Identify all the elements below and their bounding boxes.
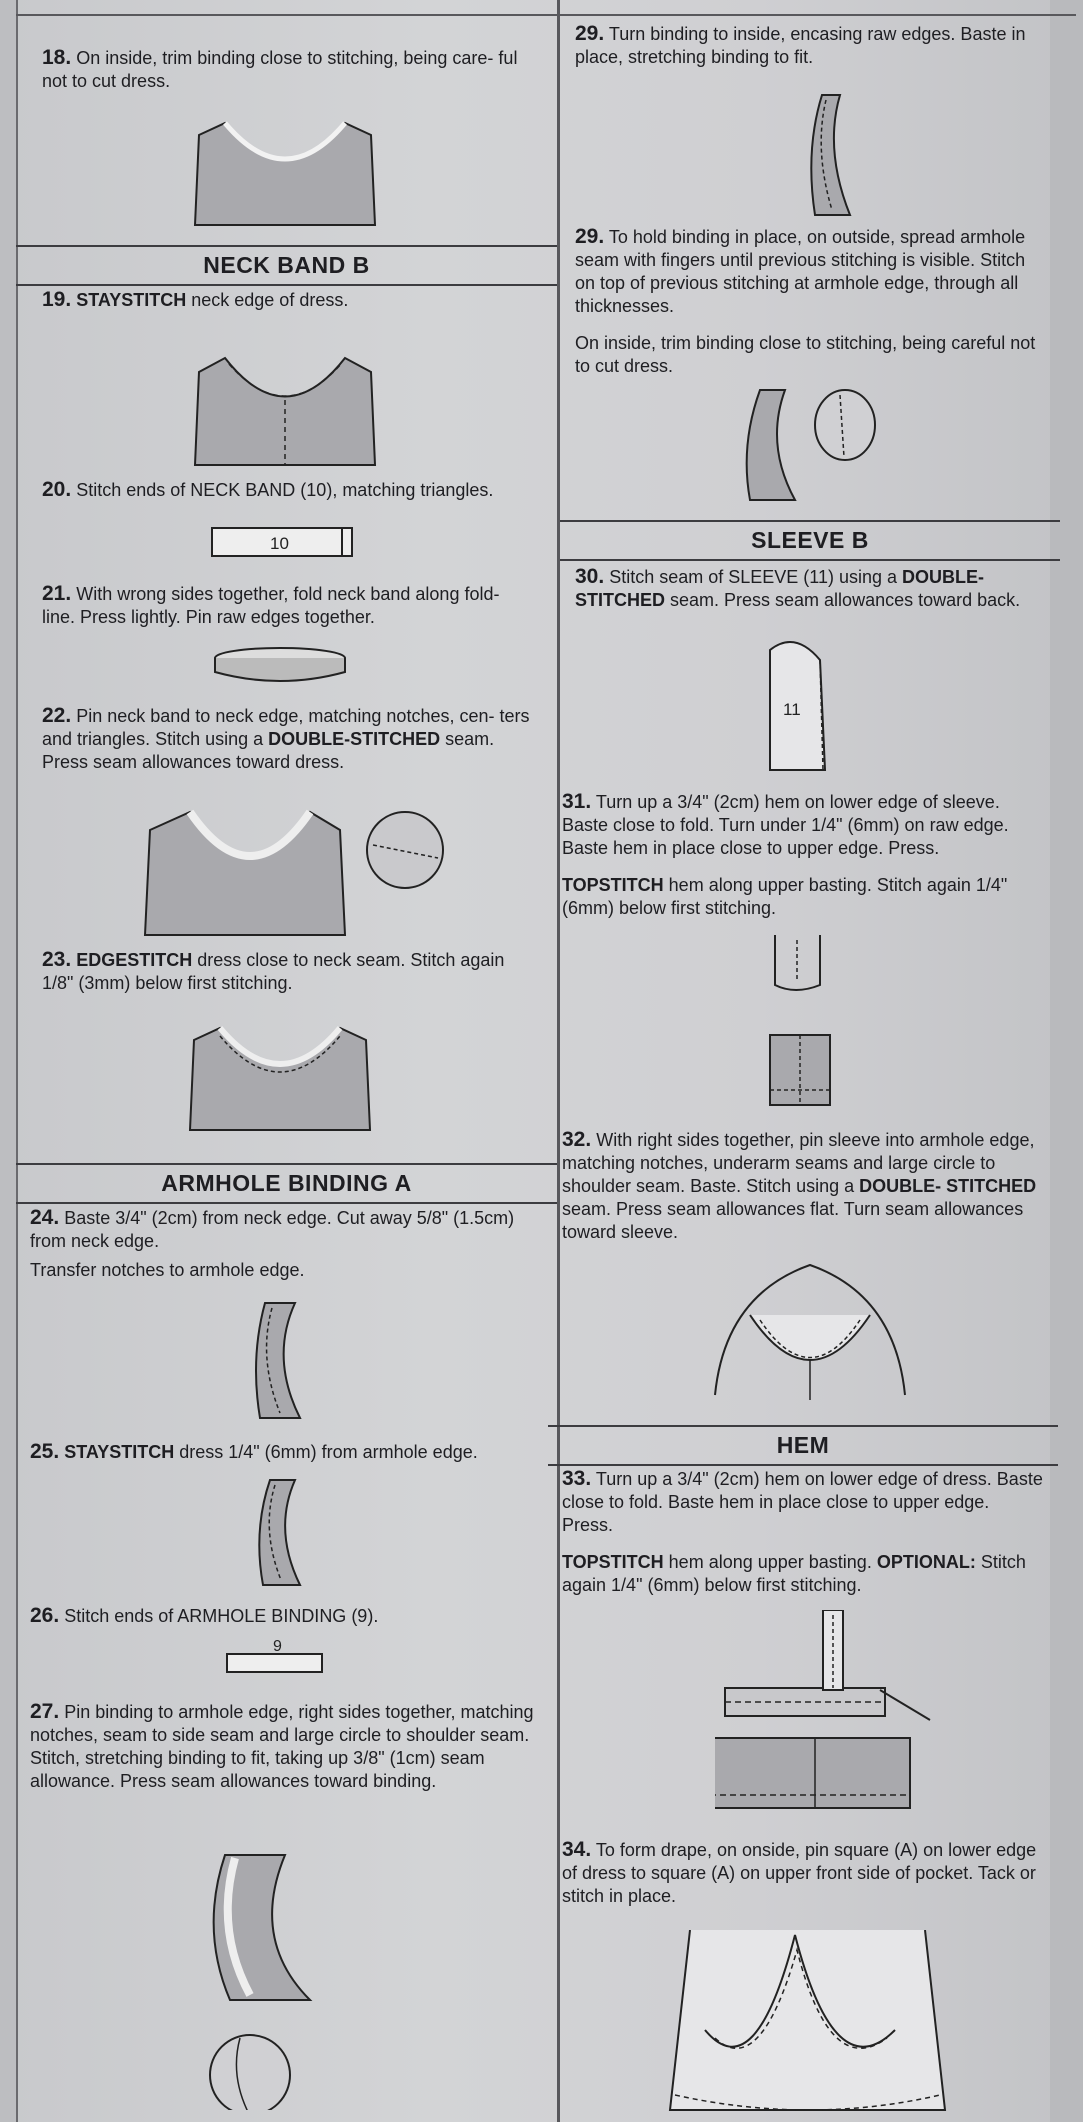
staystitch-neck-illustration xyxy=(185,340,385,470)
sleeve-hem-illustration xyxy=(765,935,855,1115)
neck-band-piece-illustration xyxy=(210,522,360,562)
step-33: 33. Turn up a 3/4" (2cm) hem on lower edge of dress. Baste close to fold. Baste hem in place close to upper edge. Press. TOPSTITCH hem along upper basting. OPTIONAL: Stitch again 1/4" (6mm) below first stitching. xyxy=(562,1467,1043,1595)
step-32: 32. With right sides together, pin sleeve into armhole edge, matching notches, underarm seams and large circle to shoulder seam. Baste. Stitch using a DOUBLE- STITCHED seam. Press seam allowances flat. Turn seam allowances toward sleeve. xyxy=(562,1128,1037,1242)
armhole-binding-piece-label: 9 xyxy=(273,1640,282,1655)
right-page-edge xyxy=(1050,0,1083,2122)
drape-pocket-illustration xyxy=(665,1930,955,2120)
step-22: 22. Pin neck band to neck edge, matching notches, cen- ters and triangles. Stitch using a DOUBLE-STITCHED seam. Press seam allowances toward dress. xyxy=(42,704,530,772)
step-34: 34. To form drape, on onside, pin square (A) on lower edge of dress to square (A) on upper front side of pocket. Tack or stitch in place. xyxy=(562,1838,1037,1906)
step-24: 24. Baste 3/4" (2cm) from neck edge. Cut away 5/8" (1.5cm) from neck edge. Transfer notches to armhole edge. xyxy=(30,1206,515,1280)
section-hem: HEM xyxy=(548,1425,1058,1466)
staystitch-armhole-illustration xyxy=(245,1475,315,1590)
step-27: 27. Pin binding to armhole edge, right sides together, matching notches, seam to side seam and large circle to shoulder seam. Stitch, stretching binding to fit, taking up 3/8" (1cm) seam allowance. Press seam allowances toward binding. xyxy=(30,1700,534,1791)
armhole-stitch-illustration xyxy=(740,385,890,505)
column-divider xyxy=(557,0,560,2122)
armhole-binding-piece-illustration xyxy=(225,1640,330,1680)
step-18: 18. On inside, trim binding close to stitching, being care- ful not to cut dress. xyxy=(42,46,518,91)
sleeve-piece-label: 11 xyxy=(783,700,801,719)
step-26: 26. Stitch ends of ARMHOLE BINDING (9). xyxy=(30,1604,379,1627)
armhole-binding-attached-illustration xyxy=(190,1850,350,2110)
sleeve-set-in-illustration xyxy=(705,1255,915,1400)
section-sleeve-b: SLEEVE B xyxy=(560,520,1060,561)
folded-neck-band-illustration xyxy=(210,640,350,690)
step-23: 23. EDGESTITCH dress close to neck seam. Stitch again 1/8" (3mm) below first stitching. xyxy=(42,948,505,993)
edgestitch-neck-illustration xyxy=(180,1010,380,1135)
step-20: 20. Stitch ends of NECK BAND (10), matching triangles. xyxy=(42,478,494,501)
section-armhole-binding-a: ARMHOLE BINDING A xyxy=(16,1163,557,1204)
armhole-baste-illustration xyxy=(240,1298,320,1428)
left-page-edge xyxy=(0,0,18,2122)
step-19: 19. STAYSTITCH neck edge of dress. xyxy=(42,288,349,311)
step-31: 31. Turn up a 3/4" (2cm) hem on lower edge of sleeve. Baste close to fold. Turn under 1/4" (6mm) on raw edge. Baste hem in place close to upper edge. Press. TOPSTITCH hem along upper basting. Stitch again 1/4" (6mm) below first stitching. xyxy=(562,790,1009,918)
step-25: 25. STAYSTITCH dress 1/4" (6mm) from armhole edge. xyxy=(30,1440,478,1463)
top-rule xyxy=(16,14,1076,16)
neck-band-attached-illustration xyxy=(140,790,450,940)
step-29a: 29. Turn binding to inside, encasing raw edges. Baste in place, stretching binding to fit. xyxy=(575,22,1026,67)
sleeve-seam-illustration xyxy=(765,630,850,775)
binding-turned-inside-illustration xyxy=(800,90,880,220)
dress-hem-illustration xyxy=(715,1610,940,1810)
neck-band-piece-label: 10 xyxy=(270,534,289,553)
step-29b: 29. To hold binding in place, on outside, spread armhole seam with fingers until previous stitching is visible. Stitch on top of previous stitching at armhole edge, through all thicknesses. On inside, trim binding close to stitching, being careful not to cut dress. xyxy=(575,225,1036,376)
section-neck-band-b: NECK BAND B xyxy=(16,245,557,286)
dress-trim-binding-illustration xyxy=(185,105,385,230)
step-30: 30. Stitch seam of SLEEVE (11) using a DOUBLE- STITCHED seam. Press seam allowances toward back. xyxy=(575,565,1021,610)
step-21: 21. With wrong sides together, fold neck band along fold- line. Press lightly. Pin raw edges together. xyxy=(42,582,500,627)
